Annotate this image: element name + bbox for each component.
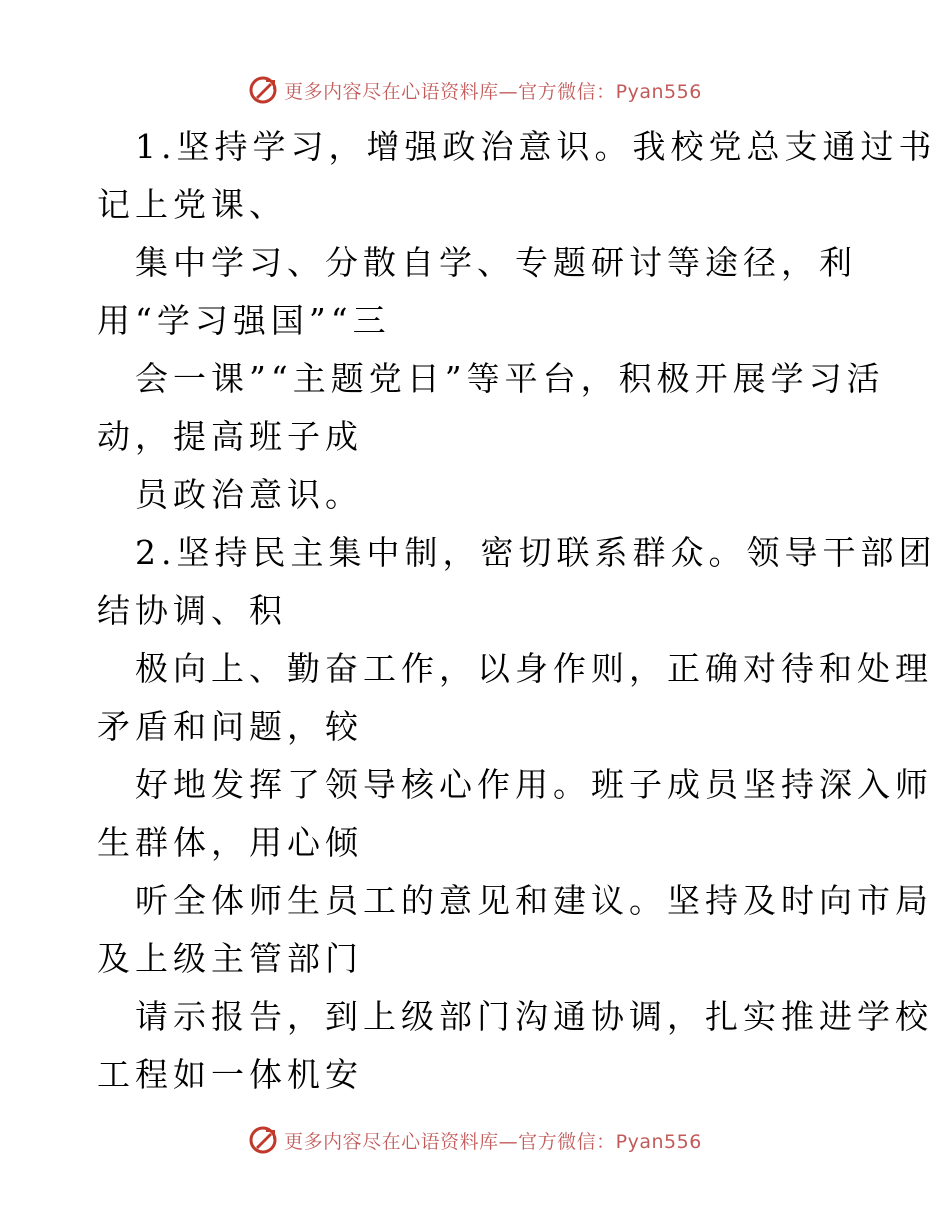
header-watermark-banner <box>0 70 950 110</box>
footer-watermark-banner <box>0 1120 950 1160</box>
text-line: 听全体师生员工的意见和建议。坚持及时向市局 <box>135 881 933 920</box>
text-line: 2.坚持民主集中制，密切联系群众。领导干部团 <box>135 533 937 572</box>
quill-logo-icon <box>248 75 278 105</box>
text-line: 结协调、积 <box>97 591 287 630</box>
text-line: 用“学习强国”“三 <box>97 301 391 340</box>
text-line: 动，提高班子成 <box>97 417 363 456</box>
text-line: 工程如一体机安 <box>97 1055 363 1094</box>
text-line: 及上级主管部门 <box>97 939 363 978</box>
text-line: 请示报告，到上级部门沟通协调，扎实推进学校 <box>135 997 933 1036</box>
watermark-text: 更多内容尽在心语资料库—官方微信：Pyan556 <box>284 80 702 103</box>
text-line: 记上党课、 <box>97 185 287 224</box>
text-line: 矛盾和问题，较 <box>97 707 363 746</box>
text-line: 1.坚持学习，增强政治意识。我校党总支通过书 <box>135 127 937 166</box>
quill-logo-icon <box>248 1125 278 1155</box>
watermark-text: 更多内容尽在心语资料库—官方微信：Pyan556 <box>284 1130 702 1153</box>
text-line: 集中学习、分散自学、专题研讨等途径，利 <box>135 243 857 282</box>
text-line: 会一课”“主题党日”等平台，积极开展学习活 <box>135 359 885 398</box>
document-body <box>97 118 937 1104</box>
text-line: 极向上、勤奋工作，以身作则，正确对待和处理 <box>135 649 933 688</box>
text-line: 生群体，用心倾 <box>97 823 363 862</box>
text-line: 员政治意识。 <box>135 475 363 514</box>
text-line: 好地发挥了领导核心作用。班子成员坚持深入师 <box>135 765 933 804</box>
